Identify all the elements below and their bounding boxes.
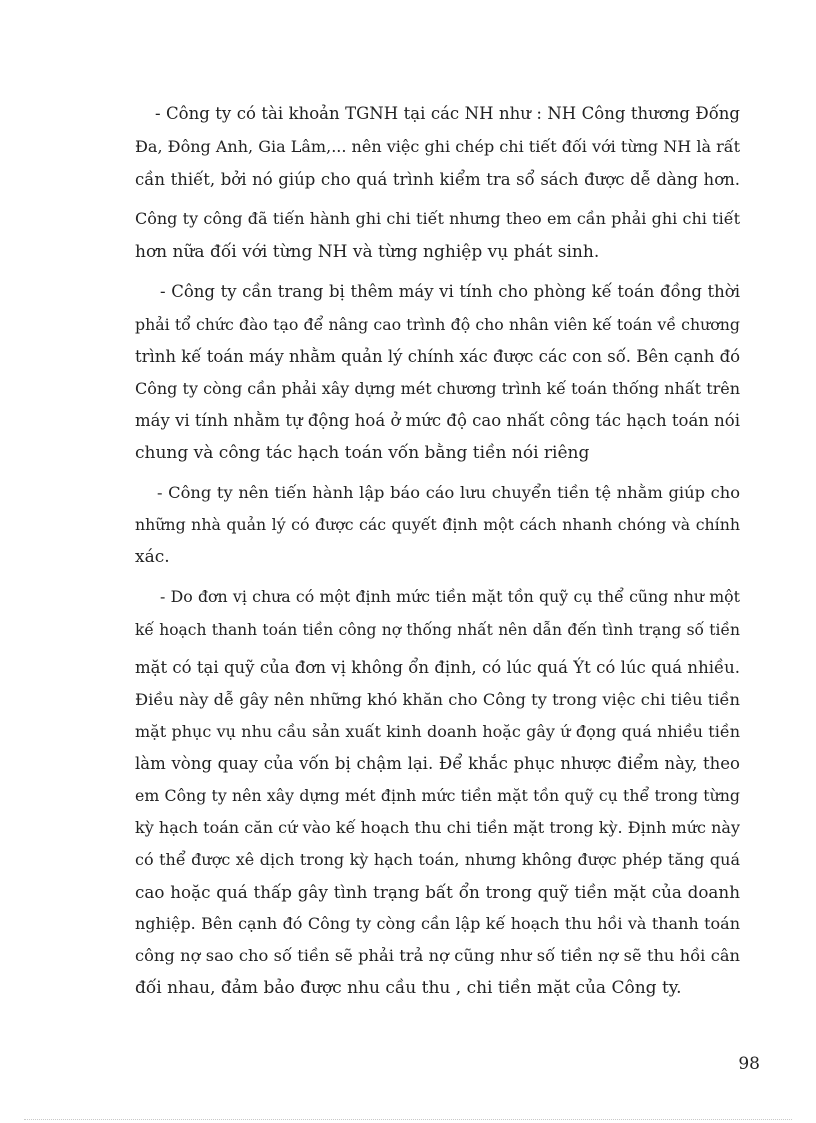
paragraph-line: đối nhau, đảm bảo được nhu cầu thu , chi tiền mặt của Công ty.: [135, 978, 682, 998]
paragraph-line: làm vòng quay của vốn bị chậm lại. Để khắc phục nhược điểm này, theo: [135, 754, 740, 773]
paragraph-line: cao hoặc quá thấp gây tình trạng bất ổn trong quỹ tiền mặt của doanh: [135, 882, 740, 902]
paragraph-line: Điều này dễ gây nên những khó khăn cho Công ty trong việc chi tiêu tiền: [135, 690, 740, 709]
paragraph-line: mặt có tại quỹ của đơn vị không ổn định, có lúc quá Ýt có lúc quá nhiều.: [135, 658, 740, 677]
paragraph-line: những nhà quản lý có được các quyết định một cách nhanh chóng và chính: [135, 515, 740, 534]
paragraph-line: trình kế toán máy nhằm quản lý chính xác được các con số. Bên cạnh đó: [135, 347, 741, 366]
paragraph-line: máy vi tính nhằm tự động hoá ở mức độ cao nhất công tác hạch toán nói: [135, 411, 740, 430]
paragraph-line: cần thiết, bởi nó giúp cho quá trình kiểm tra sổ sách được dễ dàng hơn.: [135, 170, 740, 189]
paragraph-line: mặt phục vụ nhu cầu sản xuất kinh doanh hoặc gây ứ đọng quá nhiều tiền: [135, 722, 740, 741]
paragraph-line: chung và công tác hạch toán vốn bằng tiền nói riêng: [135, 443, 590, 463]
paragraph-line: Công ty công đã tiến hành ghi chi tiết nhưng theo em cần phải ghi chi tiết: [135, 209, 740, 228]
paragraph-line: Công ty còng cần phải xây dựng mét chương trình kế toán thống nhất trên: [135, 379, 741, 398]
paragraph-line: kế hoạch thanh toán tiền công nợ thống nhất nên dẫn đến tình trạng số tiền: [135, 621, 740, 639]
paragraph-line: có thể được xê dịch trong kỳ hạch toán, nhưng không được phép tăng quá: [135, 850, 740, 869]
paragraph-line: công nợ sao cho số tiền sẽ phải trả nợ cũng như số tiền nợ sẽ thu hồi cân: [135, 946, 740, 965]
paragraph-line: Đa, Đông Anh, Gia Lâm,... nên việc ghi chép chi tiết đối với từng NH là rất: [135, 137, 740, 156]
page-number: 98: [738, 1054, 760, 1074]
paragraph-line: - Do đơn vị chưa có một định mức tiền mặt tồn quỹ cụ thể cũng như một: [160, 587, 740, 606]
paragraph-line: kỳ hạch toán căn cứ vào kế hoạch thu chi tiền mặt trong kỳ. Định mức này: [135, 818, 740, 837]
paragraph-line: - Công ty nên tiến hành lập báo cáo lưu chuyển tiền tệ nhằm giúp cho: [157, 483, 740, 502]
paragraph-line: - Công ty cần trang bị thêm máy vi tính cho phòng kế toán đồng thời: [160, 282, 740, 301]
paragraph-line: xác.: [135, 547, 170, 567]
page-bottom-divider: [24, 1119, 792, 1120]
paragraph-line: - Công ty có tài khoản TGNH tại các NH như : NH Công thương Đống: [155, 104, 740, 123]
paragraph-line: nghiệp. Bên cạnh đó Công ty còng cần lập kế hoạch thu hồi và thanh toán: [135, 914, 740, 933]
paragraph-line: hơn nữa đối với từng NH và từng nghiệp vụ phát sinh.: [135, 242, 600, 262]
paragraph-line: phải tổ chức đào tạo để nâng cao trình độ cho nhân viên kế toán về chương: [135, 315, 740, 334]
paragraph-line: em Công ty nên xây dựng mét định mức tiền mặt tồn quỹ cụ thể trong từng: [135, 786, 740, 805]
